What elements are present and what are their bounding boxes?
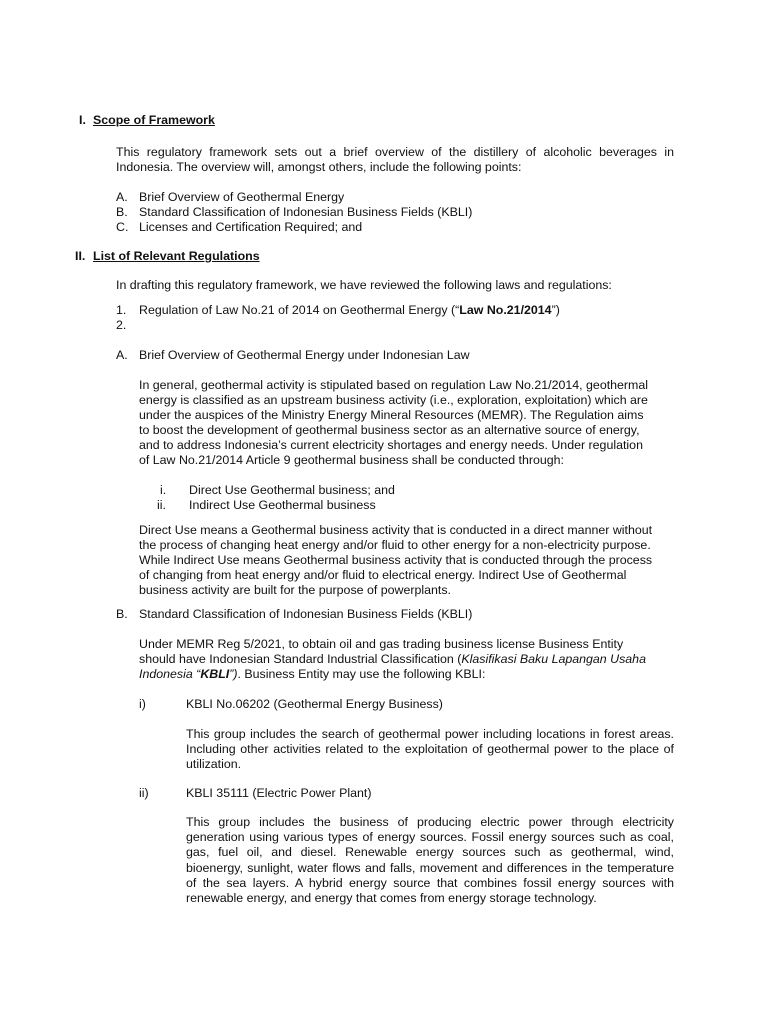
- geothermal-item-2-text: Indirect Use Geothermal business: [189, 498, 376, 512]
- subsection-a-para1-line: and to address Indonesia’s current electricity shortages and energy needs. Under regulation: [139, 438, 643, 452]
- section-1-number: I.: [79, 113, 86, 127]
- subsection-b-marker: B.: [116, 607, 128, 621]
- kbli-1-title: KBLI No.06202 (Geothermal Energy Business): [186, 697, 443, 711]
- subsection-a-para1-line: to boost the development of geothermal business sector as an alternative source of energy,: [139, 423, 640, 437]
- subsection-a-para1-line: of Law No.21/2014 Article 9 geothermal business shall be conducted through:: [139, 453, 564, 467]
- section-2-title: List of Relevant Regulations: [93, 249, 260, 263]
- subsection-a-para1-line: under the auspices of the Ministry Energy Mineral Resources (MEMR). The Regulation aims: [139, 408, 644, 422]
- point-a-text: Brief Overview of Geothermal Energy: [139, 190, 345, 204]
- subsection-a-marker: A.: [116, 348, 128, 362]
- point-a-marker: A.: [116, 190, 128, 204]
- kbli-1-marker: i): [139, 697, 146, 711]
- subsection-b-intro-line1: Under MEMR Reg 5/2021, to obtain oil and gas trading business license Business Entity: [139, 637, 624, 651]
- kbli-2-description: This group includes the business of producing electric power through electricity generation using various types of energy sources. Fossil energy sources such as coal, gas, fuel oil, and diesel. Renewable energy sources such as geothermal, wind, bioenergy, sunlight, water flows and falls, movement and differences in the temperature of the sea layers. A hybrid energy source that combines fossil energy sources with renewable energy, and energy that comes from energy storage technology.: [186, 815, 674, 906]
- geothermal-item-1-marker: i.: [160, 483, 167, 497]
- subsection-a-para2-line: of changing from heat energy and/or fluid to electrical energy. Indirect Use of Geothermal: [139, 568, 627, 582]
- section-1-title: Scope of Framework: [93, 113, 215, 127]
- section-1-intro: This regulatory framework sets out a brief overview of the distillery of alcoholic beverages in Indonesia. The overview will, amongst others, include the following points:: [116, 145, 674, 175]
- subsection-a-para1-line: energy is classified as an upstream business activity (i.e., exploration, exploitation) which are: [139, 393, 648, 407]
- section-2-intro: In drafting this regulatory framework, we have reviewed the following laws and regulations:: [116, 278, 612, 292]
- regulation-2-marker: 2.: [116, 318, 127, 332]
- kbli-term: KBLI: [200, 667, 230, 681]
- point-b-marker: B.: [116, 205, 128, 219]
- subsection-a-para1-line: In general, geothermal activity is stipulated based on regulation Law No.21/2014, geothermal: [139, 378, 649, 392]
- point-c-marker: C.: [116, 220, 129, 234]
- subsection-a-para2-line: the process of changing heat energy and/or fluid to other energy for a non-electricity purpose.: [139, 538, 651, 552]
- kbli-2-title: KBLI 35111 (Electric Power Plant): [186, 786, 372, 800]
- subsection-a-para2-line: While Indirect Use means Geothermal business activity that is conducted through the process: [139, 553, 653, 567]
- regulation-1-marker: 1.: [116, 303, 127, 317]
- point-b-text: Standard Classification of Indonesian Business Fields (KBLI): [139, 205, 473, 219]
- geothermal-item-1-text: Direct Use Geothermal business; and: [189, 483, 395, 497]
- regulation-1-short-name: Law No.21/2014: [459, 303, 552, 317]
- subsection-a-para2-line: business activity are built for the purpose of powerplants.: [139, 583, 451, 597]
- section-2-number: II.: [75, 249, 86, 263]
- kbli-2-marker: ii): [139, 786, 149, 800]
- subsection-a-para2-line: Direct Use means a Geothermal business activity that is conducted in a direct manner without: [139, 523, 653, 537]
- point-c-text: Licenses and Certification Required; and: [139, 220, 363, 234]
- regulation-1-text: Regulation of Law No.21 of 2014 on Geothermal Energy (“Law No.21/2014”): [139, 303, 560, 317]
- kbli-1-description: This group includes the search of geothermal power including locations in forest areas. Including other activities related to the exploitation of geothermal power to the place of utilization.: [186, 727, 674, 772]
- subsection-b-title: Standard Classification of Indonesian Business Fields (KBLI): [139, 607, 473, 621]
- subsection-b-intro-line2: should have Indonesian Standard Industrial Classification (Klasifikasi Baku Lapangan Usaha: [139, 652, 646, 666]
- subsection-b-intro-line3: Indonesia “KBLI”). Business Entity may use the following KBLI:: [139, 667, 486, 681]
- subsection-a-title: Brief Overview of Geothermal Energy under Indonesian Law: [139, 348, 470, 362]
- geothermal-item-2-marker: ii.: [157, 498, 166, 512]
